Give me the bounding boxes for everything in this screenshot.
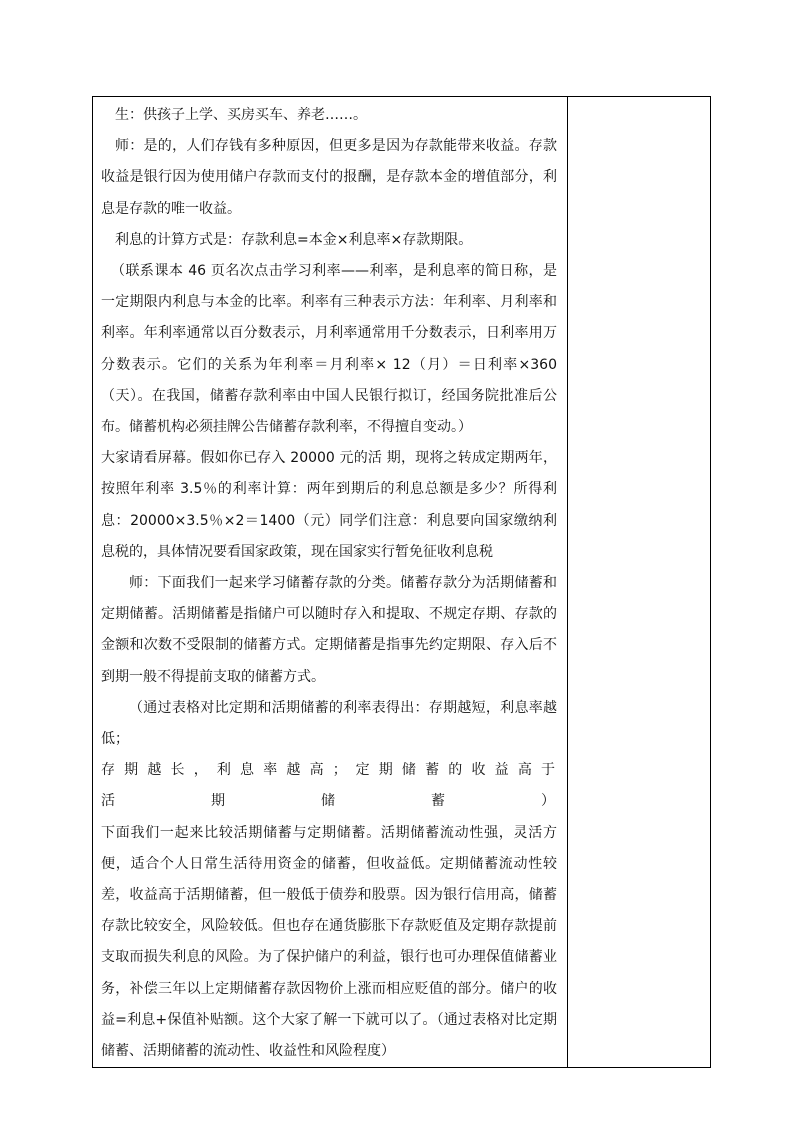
paragraph-teacher-income: 师：是的，人们存钱有多种原因，但更多是因为存款能带来收益。存款收益是银行因为使用储户存款而支付的报酬，是存款本金的增值部分，利息是存款的唯一收益。 — [101, 138, 557, 217]
lesson-content — [93, 97, 567, 1067]
table-row — [93, 97, 711, 1068]
paragraph-screen-example: 大家请看屏幕。假如你已存入 20000 元的活 期，现将之转成定期两年，按照年利率 3.5％的利率计算：两年到期后的利息总额是多少？所得利息：20000×3.5％×2＝1400（元）同学们注意：利息要向国家缴纳利息税的，具体情况要看国家政策，现在国家实行暂免征收利息税 — [101, 450, 557, 560]
paragraph-savings-types: 师：下面我们一起来学习储蓄存款的分类。储蓄存款分为活期储蓄和定期储蓄。活期储蓄是指储户可以随时存入和提取、不规定存期、存款的金额和次数不受限制的储蓄方式。定期储蓄是指事先约定期限、存入后不到期一般不得提前支取的储蓄方式。 — [101, 575, 557, 685]
paragraph-interest-rate: （联系课本 46 页名次点击学习利率——利率，是利息率的简日称，是一定期限内利息与本金的比率。利率有三种表示方法：年利率、月利率和利率。年利率通常以百分数表示，月利率通常用千分数表示，日利率用万分数表示。它们的关系为年利率＝月利率× 12（月）＝日利率×360（天）。在我国，储蓄存款利率由中国人民银行拟订，经国务院批准后公布。储蓄机构必须挂牌公告储蓄存款利率，不得擅自变动。） — [101, 263, 557, 436]
lesson-content-cell — [93, 97, 568, 1068]
paragraph-term-conclusion: 存 期 越 长 ， 利 息 率 越 高 ； 定 期 储 蓄 的 收 益 高 于 活 期 储 蓄 ） — [101, 762, 557, 810]
paragraph-compare-savings: 下面我们一起来比较活期储蓄与定期储蓄。活期储蓄流动性强，灵活方便，适合个人日常生活待用资金的储蓄，但收益低。定期储蓄流动性较差，收益高于活期储蓄，但一般低于债券和股票。因为银行信用高，储蓄存款比较安全，风险较低。但也存在通货膨胀下存款贬值及定期存款提前支取而损失利息的风险。为了保护储户的利益，银行也可办理保值储蓄业务，补偿三年以上定期储蓄存款因物价上涨而相应贬值的部分。储户的收益=利息+保值补贴额。这个大家了解一下就可以了。（通过表格对比定期储蓄、活期储蓄的流动性、收益性和风险程度） — [101, 824, 557, 1060]
paragraph-table-comparison: （通过表格对比定期和活期储蓄的利率表得出：存期越短，利息率越低； — [101, 699, 557, 748]
side-note-cell — [568, 97, 711, 1068]
lesson-table — [92, 96, 711, 1068]
paragraph-student-reply: 生：供孩子上学、买房买车、养老……。 — [115, 107, 367, 123]
paragraph-interest-formula: 利息的计算方式是：存款利息=本金×利息率×存款期限。 — [115, 231, 473, 248]
